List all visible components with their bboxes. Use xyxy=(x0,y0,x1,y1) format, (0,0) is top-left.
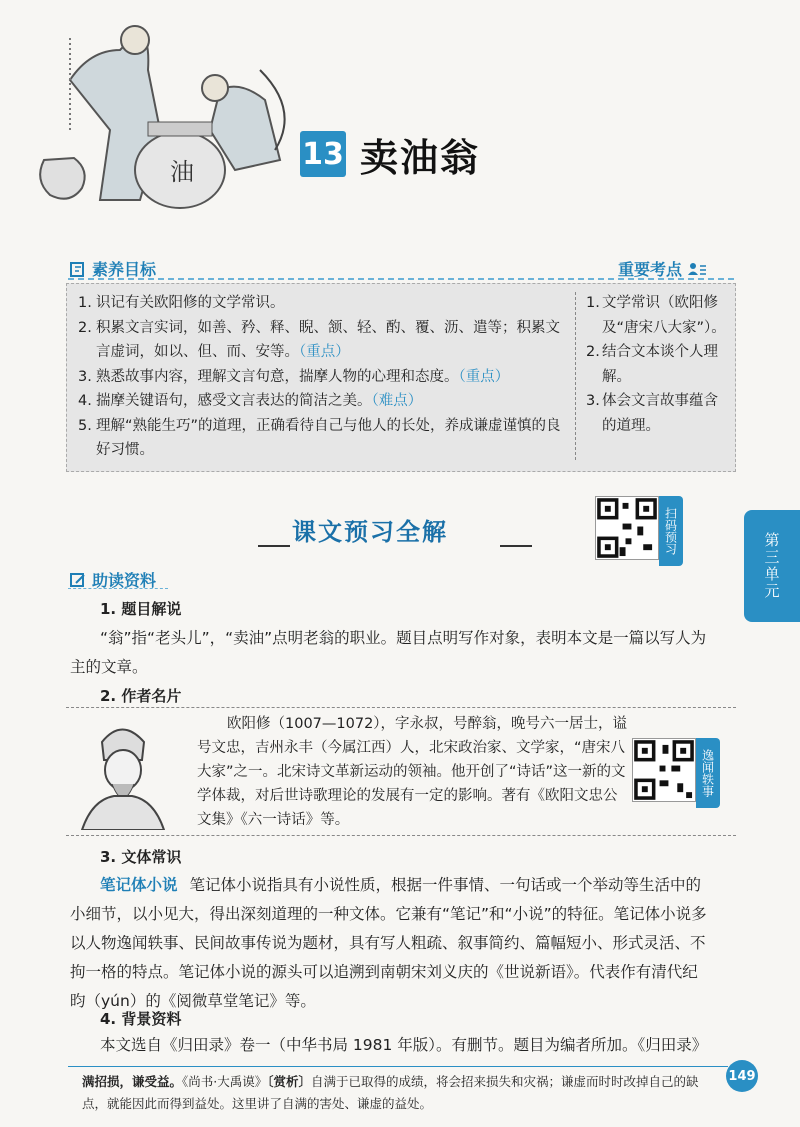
person-list-icon xyxy=(688,262,706,276)
footer-quote xyxy=(82,1071,722,1115)
qr-code-preview[interactable] xyxy=(595,496,659,560)
reading-label-text: 助读资料 xyxy=(92,571,157,590)
section-rule-right xyxy=(500,545,532,547)
section-rule-left xyxy=(258,545,290,547)
oil-seller-illustration xyxy=(30,10,330,220)
key-points-label xyxy=(618,257,706,280)
qr-anecdotes-tag[interactable]: 逸闻轶事 xyxy=(696,738,720,808)
key-point-item: 3. 体会文言故事蕴含的道理。 xyxy=(586,393,718,434)
paragraph-background: 本文选自《归田录》卷一（中华书局 1981 年版）。有删节。题目为编者所加。《归田录》 xyxy=(100,1036,708,1054)
author-description: 欧阳修（1007—1072），字永叔，号醉翁，晚号六一居士，谥号文忠，吉州永丰（今属江西）人，北宋政治家、文学家，“唐宋八大家”之一。北宋诗文革新运动的领袖。他开创了“诗话”这一新的文学体裁，对后世诗歌理论的发展有一定的影响。著有《欧阳文忠公文集》《六一诗话》等。 xyxy=(197,716,628,828)
appreciation-text: 自满于已取得的成绩，将会招来损失和灾祸；谦虚而时时改掉自己的缺点，就能因此而得到益处。这里讲了自满的害处、谦虚的益处。 xyxy=(82,1074,699,1111)
key-points-list xyxy=(586,291,726,438)
genre-term: 笔记体小说 xyxy=(100,876,178,894)
goal-item: 3. 熟悉故事内容，理解文言句意，揣摩人物的心理和态度。（重点） xyxy=(78,368,510,385)
reading-label-rule xyxy=(68,588,168,589)
goal-item: 2. 积累文言实词，如善、矜、释、睨、颔、轻、酌、覆、沥、遣等；积累文言虚词，如以、但、而、安等。（重点） xyxy=(78,319,560,360)
footer-rule xyxy=(68,1066,728,1067)
quote-text: 满招损，谦受益。 xyxy=(82,1074,183,1089)
key-point-item: 2. 结合文本谈个人理解。 xyxy=(586,344,718,385)
key-point-item: 1. 文学常识（欧阳修及“唐宋八大家”）。 xyxy=(586,295,726,336)
paragraph-genre: 笔记体小说 笔记体小说指具有小说性质，根据一件事情、一句话或一个举动等生活中的小细节，以小见大，得出深刻道理的一种文体。它兼有“笔记”和“小说”的特征。笔记体小说多以人物逸闻轶事、民间故事传说为题材，具有写人粗疏、叙事简约、篇幅短小、形式灵活、不拘一格的特点。笔记体小说的源头可以追溯到南朝宋刘义庆的《世说新语》。代表作有清代纪昀（yún）的《阅微草堂笔记》等。 xyxy=(70,876,707,1010)
note-icon xyxy=(70,261,86,277)
goal-item: 4. 揣摩关键语句，感受文言表达的简洁之美。（难点） xyxy=(78,393,423,409)
jar-label: 油 xyxy=(170,158,194,186)
subheading-author: 2. 作者名片 xyxy=(100,687,182,705)
qr-preview-tag[interactable]: 扫码预习 xyxy=(659,496,683,566)
quote-source: 《尚书·大禹谟》 xyxy=(182,1074,268,1089)
goal-item: 5. 理解“熟能生巧”的道理，正确看待自己与他人的长处，养成谦虚谨慎的良好习惯。 xyxy=(78,417,561,458)
goals-label xyxy=(70,257,156,280)
subheading-background: 4. 背景资料 xyxy=(100,1010,182,1028)
appreciation-tag: 〔赏析〕 xyxy=(267,1074,312,1089)
goals-divider xyxy=(575,292,576,460)
goals-label-text: 素养目标 xyxy=(92,260,157,279)
page-number: 149 xyxy=(726,1060,758,1092)
section-title: 课文预习全解 xyxy=(292,518,448,546)
ouyang-xiu-portrait xyxy=(72,712,172,830)
lesson-title: 卖油翁 xyxy=(360,135,481,180)
paragraph-title-explanation: “翁”指“老头儿”，“卖油”点明老翁的职业。题目点明写作对象，表明本文是一篇以写人为主的文章。 xyxy=(70,629,707,676)
subheading-title-explanation: 1. 题目解说 xyxy=(100,600,182,618)
subheading-genre: 3. 文体常识 xyxy=(100,848,182,866)
pencil-note-icon xyxy=(70,572,86,588)
lesson-heading xyxy=(300,128,480,180)
goal-item: 1. 识记有关欧阳修的文学常识。 xyxy=(78,295,285,311)
unit-side-tab: 第三单元 xyxy=(744,510,800,622)
key-points-label-text: 重要考点 xyxy=(618,260,683,279)
goals-list xyxy=(78,291,568,463)
qr-code-anecdotes[interactable] xyxy=(632,738,696,802)
lesson-number: 13 xyxy=(300,131,346,177)
